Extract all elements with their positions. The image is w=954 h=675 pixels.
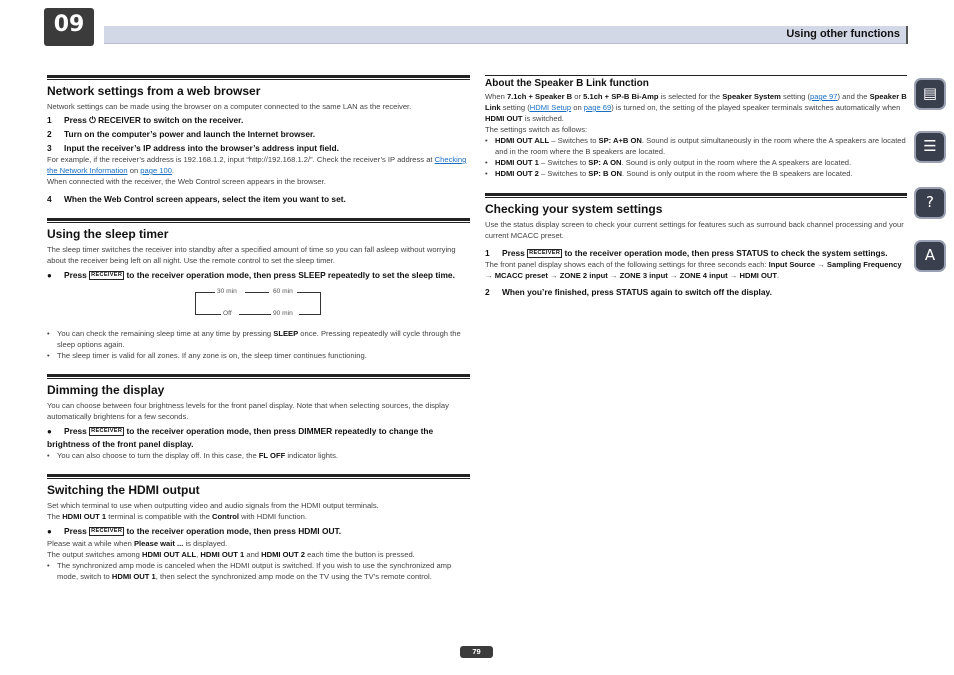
page-100-link[interactable]: page 100 — [140, 166, 172, 175]
status-title: Checking your system settings — [485, 202, 663, 216]
sleep-notes — [47, 328, 470, 361]
network-step-2: 2 Turn on the computer’s power and launch the Internet browser. — [47, 129, 316, 139]
sleep-section — [47, 218, 470, 361]
speaker-b-section — [485, 75, 907, 179]
status-intro: Use the status display screen to check your current settings for features such as surround back channel processing and your current MCACC preset. — [485, 220, 904, 240]
dimmer-notes — [47, 450, 470, 461]
hdmi-note: • The synchronized amp mode is canceled when the HDMI output is switched. If you wish to use the synchronized amp mode, switch to HDMI OUT 1, then select the synchronized amp mode on the TV using the TV’s remote control. — [47, 560, 470, 582]
cycle-arrow — [195, 314, 221, 315]
cycle-label-off: Off — [223, 310, 232, 317]
section-rule — [47, 75, 470, 78]
network-intro: Network settings can be made using the browser on a computer connected to the same LAN as the receiver. — [47, 102, 412, 111]
cycle-arrow — [239, 314, 271, 315]
receiver-key-icon: RECEIVER — [91, 272, 123, 279]
receiver-key-icon: RECEIVER — [91, 528, 123, 535]
sleep-instruction: ● Press RECEIVER to the receiver operation mode, then press SLEEP repeatedly to set the sleep time. — [47, 270, 455, 280]
section-rule — [47, 374, 470, 377]
dimmer-title: Dimming the display — [47, 383, 165, 397]
settings-panel-icon[interactable]: ☰ — [914, 131, 946, 163]
speaker-b-switch-intro: The settings switch as follows: — [485, 125, 588, 134]
section-title: Using other functions — [786, 28, 900, 40]
left-column — [47, 75, 470, 582]
question-icon[interactable]: ? — [914, 187, 946, 219]
page-97-link[interactable]: page 97 — [810, 92, 838, 101]
dimmer-note: • You can also choose to turn the display off. In this case, the FL OFF indicator lights. — [47, 450, 470, 461]
section-rule-thin — [485, 75, 907, 76]
cycle-label-60: 60 min — [273, 288, 293, 295]
network-title: Network settings from a web browser — [47, 84, 261, 98]
section-rule-thin — [47, 478, 470, 479]
sleep-cycle-diagram — [47, 288, 470, 324]
network-step-1: 1 Press ⏻ RECEIVER to switch on the receiver. — [47, 115, 244, 125]
sleep-note-1: • You can check the remaining sleep time at any time by pressing SLEEP once. Pressing repeatedly will cycle through the sleep options again. — [47, 328, 470, 350]
sleep-intro: The sleep timer switches the receiver into standby after a specified amount of time so you can fall asleep without worrying about the receiver being left on all night. Use the remote control to set the sleep timer. — [47, 245, 456, 265]
chapter-badge — [44, 8, 94, 46]
section-rule-thin — [47, 79, 470, 80]
hdmi-intro-1: Set which terminal to use when outputting video and audio signals from the HDMI output terminals. — [47, 501, 379, 510]
reference-icon[interactable]: A — [914, 240, 946, 272]
book-icon[interactable]: ▤ — [914, 78, 946, 110]
dimmer-intro: You can choose between four brightness levels for the front panel display. Note that when selecting sources, the display automatically brightens for a few seconds. — [47, 401, 449, 421]
receiver-key-icon: RECEIVER — [529, 250, 561, 257]
dimmer-section — [47, 374, 470, 461]
hdmi-section — [47, 474, 470, 582]
section-rule — [47, 218, 470, 221]
chapter-number: 09 — [53, 12, 85, 37]
right-column — [485, 75, 907, 298]
cycle-arrow — [320, 292, 321, 314]
hdmi-switch: The output switches among HDMI OUT ALL, HDMI OUT 1 and HDMI OUT 2 each time the button is pressed. — [47, 550, 415, 559]
dimmer-instruction: ● Press RECEIVER to the receiver operation mode, then press DIMMER repeatedly to change the brightness of the front panel display. — [47, 426, 434, 449]
hdmi-intro-2: The HDMI OUT 1 terminal is compatible with the Control with HDMI function. — [47, 512, 307, 521]
network-step-4: 4 When the Web Control screen appears, select the item you want to set. — [47, 194, 346, 204]
section-rule — [47, 474, 470, 477]
cycle-arrow — [297, 292, 321, 293]
section-rule-thin — [485, 197, 907, 198]
section-rule-thin — [47, 222, 470, 223]
network-section — [47, 75, 470, 205]
speaker-b-intro: When 7.1ch + Speaker B or 5.1ch + SP-B Bi-Amp is selected for the Speaker System setting (page 97) and the Speaker B Link setting (HDMI Setup on page 69) is turned on, the setting of the played speaker terminals switches automatically when HDMI OUT is switched. — [485, 92, 907, 123]
hdmi-title: Switching the HDMI output — [47, 483, 200, 497]
cycle-label-90: 90 min — [273, 310, 293, 317]
checking-network-info-link[interactable]: Checking the Network Information — [47, 155, 467, 175]
cycle-arrow — [299, 314, 321, 315]
header-divider — [906, 26, 908, 44]
receiver-key-icon: RECEIVER — [91, 428, 123, 435]
section-rule — [485, 193, 907, 196]
status-step-1: 1 Press RECEIVER to the receiver operation mode, then press STATUS to check the system settings. — [485, 248, 888, 258]
sleep-title: Using the sleep timer — [47, 227, 169, 241]
network-after: When connected with the receiver, the Web Control screen appears in the browser. — [47, 177, 326, 186]
page-69-link[interactable]: page 69 — [583, 103, 612, 112]
speaker-b-title: About the Speaker B Link function — [485, 78, 649, 89]
status-section — [485, 193, 907, 298]
cycle-arrow — [245, 292, 269, 293]
cycle-label-30: 30 min — [217, 288, 237, 295]
cycle-arrow — [195, 292, 196, 314]
hdmi-instruction: ● Press RECEIVER to the receiver operation mode, then press HDMI OUT. — [47, 526, 342, 536]
hdmi-notes — [47, 560, 470, 582]
section-rule-thin — [47, 378, 470, 379]
status-sequence: The front panel display shows each of the following settings for three seconds each: Input Source → Sampling Frequency → MCACC preset → ZONE 2 input → ZONE 3 input → ZONE 4 input → HDMI OUT. — [485, 260, 902, 280]
hdmi-setup-link[interactable]: HDMI Setup — [529, 103, 572, 112]
speaker-b-item-1: • HDMI OUT 1 – Switches to SP: A ON. Sound is only output in the room where the A speakers are located. — [485, 157, 907, 168]
network-step-3: 3 Input the receiver’s IP address into the browser’s address input field. — [47, 143, 339, 153]
header-bar — [104, 26, 908, 44]
hdmi-wait: Please wait a while when Please wait ... is displayed. — [47, 539, 228, 548]
sleep-note-2: • The sleep timer is valid for all zones. If any zone is on, the sleep timer continues functioning. — [47, 350, 470, 361]
speaker-b-item-all: • HDMI OUT ALL – Switches to SP: A+B ON. Sound is output simultaneously in the room where the A speakers are located and in the room where the B speakers are located. — [485, 135, 907, 157]
cycle-arrow — [195, 292, 215, 293]
page-number: 79 — [460, 646, 493, 658]
network-example: For example, if the receiver’s address is 192.168.1.2, input “http://192.168.1.2/”. Check the receiver’s IP address at Checking the Network Information on page 100. — [47, 155, 467, 175]
speaker-b-list — [485, 135, 907, 179]
status-step-2: 2 When you’re finished, press STATUS again to switch off the display. — [485, 287, 772, 297]
speaker-b-item-2: • HDMI OUT 2 – Switches to SP: B ON. Sound is only output in the room where the B speakers are located. — [485, 168, 907, 179]
